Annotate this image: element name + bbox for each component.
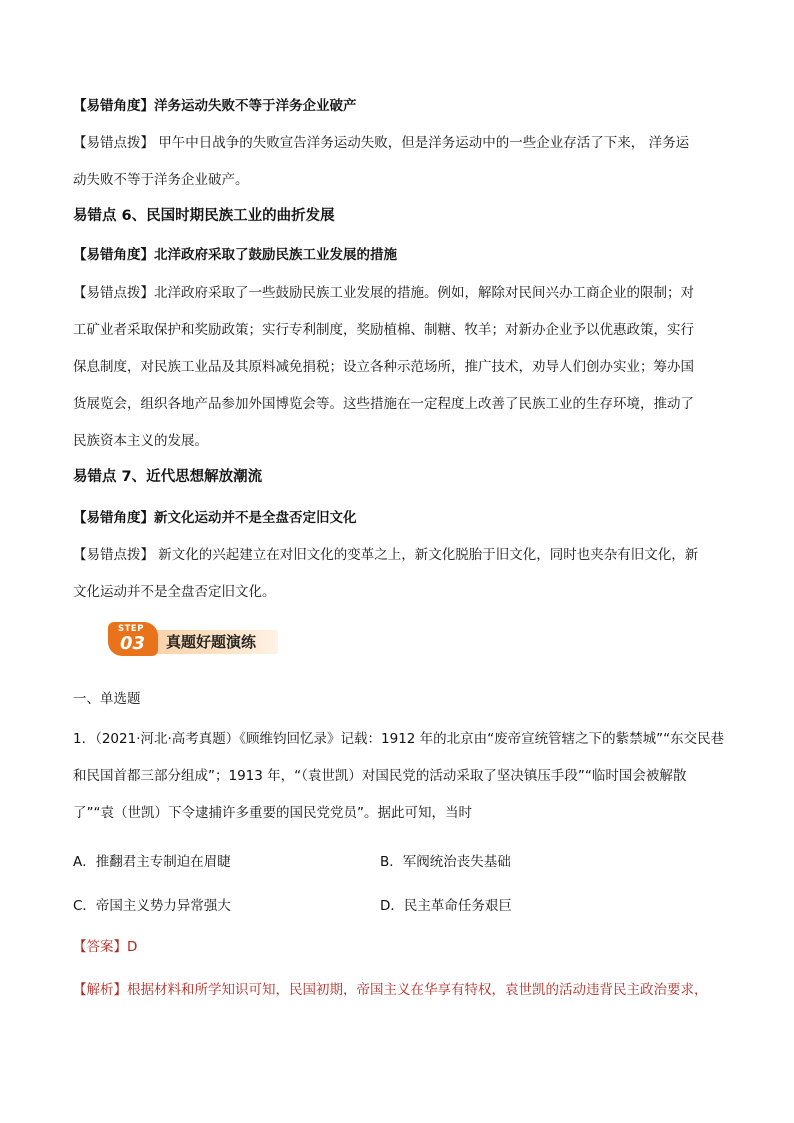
step-title: 真题好题演练 xyxy=(166,633,257,651)
step-banner xyxy=(108,622,278,656)
error-tip-paragraph-2-line-4: 货展览会，组织各地产品参加外国博览会等。这些措施在一定程度上改善了民族工业的生存环境，推动了 xyxy=(73,396,694,412)
error-tip-paragraph-2-line-3: 保息制度，对民族工业品及其原料减免捐税；设立各种示范场所，推广技术，劝导人们创办实业；筹办国 xyxy=(73,359,694,375)
answer-line: 【答案】D xyxy=(73,939,138,955)
section-heading-point-7: 易错点 7、近代思想解放潮流 xyxy=(73,469,263,485)
error-angle-heading-1: 【易错角度】洋务运动失败不等于洋务企业破产 xyxy=(73,98,357,114)
error-tip-paragraph-3-line-2: 文化运动并不是全盘否定旧文化。 xyxy=(73,584,276,600)
option-c: C．帝国主义势力异常强大 xyxy=(73,898,231,914)
option-b: B．军阀统治丧失基础 xyxy=(380,854,511,870)
question-stem-line-2: 和民国首都三部分组成”；1913 年，“（袁世凯）对国民党的活动采取了坚决镇压手段”“临时国会被解散 xyxy=(73,768,687,784)
error-angle-heading-2: 【易错角度】北洋政府采取了鼓励民族工业发展的措施 xyxy=(73,247,397,263)
error-tip-paragraph-1-line-2: 动失败不等于洋务企业破产。 xyxy=(73,172,249,188)
analysis-line: 【解析】根据材料和所学知识可知，民国初期，帝国主义在华享有特权，袁世凯的活动违背民主政治要求， xyxy=(73,982,708,998)
option-d: D．民主革命任务艰巨 xyxy=(380,898,512,914)
step-badge xyxy=(108,622,158,656)
error-tip-paragraph-2-line-1: 【易错点拨】北洋政府采取了一些鼓励民族工业发展的措施。例如，解除对民间兴办工商企业的限制；对 xyxy=(73,285,694,301)
question-stem-line-3: 了”“袁（世凯）下令逮捕许多重要的国民党党员”。据此可知，当时 xyxy=(73,805,472,821)
error-tip-paragraph-3-line-1: 【易错点拨】 新文化的兴起建立在对旧文化的变革之上，新文化脱胎于旧文化，同时也夹杂有旧文化，新 xyxy=(73,547,699,563)
error-tip-paragraph-2-line-2: 工矿业者采取保护和奖励政策；实行专利制度，奖励植棉、制糖、牧羊；对新办企业予以优惠政策，实行 xyxy=(73,322,694,338)
option-a: A．推翻君主专制迫在眉睫 xyxy=(73,854,231,870)
error-angle-heading-3: 【易错角度】新文化运动并不是全盘否定旧文化 xyxy=(73,510,357,526)
step-word: STEP xyxy=(118,624,144,634)
step-number: 03 xyxy=(120,633,146,654)
error-tip-paragraph-1-line-1: 【易错点拨】 甲午中日战争的失败宣告洋务运动失败，但是洋务运动中的一些企业存活了下来， 洋务运 xyxy=(73,135,690,151)
question-stem-line-1: 1．（2021·河北·高考真题）《顾维钧回忆录》记载：1912 年的北京由“废帝宣统管辖之下的紫禁城”“东交民巷 xyxy=(73,731,725,747)
question-section-title: 一、单选题 xyxy=(73,691,141,707)
section-heading-point-6: 易错点 6、民国时期民族工业的曲折发展 xyxy=(73,208,335,224)
error-tip-paragraph-2-line-5: 民族资本主义的发展。 xyxy=(73,433,208,449)
